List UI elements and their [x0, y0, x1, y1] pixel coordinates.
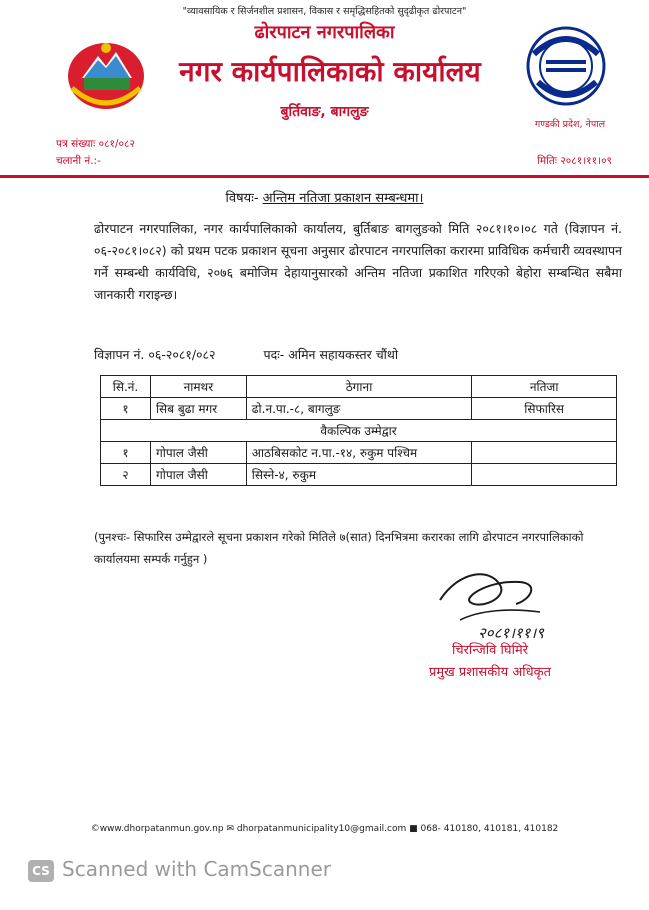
dispatch-number: चलानी नं.:- — [56, 155, 101, 167]
table-row — [101, 442, 617, 464]
table-row — [101, 398, 617, 420]
handwritten-signature — [430, 560, 570, 644]
signatory-title: प्रमुख प्रशासकीय अधिकृत — [428, 665, 552, 680]
cell-name: सिब बुढा मगर — [150, 398, 246, 420]
province-label: गण्डकी प्रदेश, नेपाल — [534, 119, 606, 130]
header-result: नतिजा — [472, 376, 617, 398]
vacancy-line — [94, 346, 398, 363]
alternate-candidates-heading: वैकल्पिक उम्मेद्वार — [101, 420, 617, 442]
cell-address: ढो.न.पा.-८, बागलुङ — [246, 398, 472, 420]
footer-website: www.dhorpatanmun.gov.np — [99, 824, 224, 834]
cell-result — [472, 442, 617, 464]
office-address: बुर्तिवाङ, बागलुङ — [280, 104, 369, 120]
cell-sn: १ — [101, 398, 151, 420]
cell-address: आठबिसकोट न.पा.-१४, रुकुम पश्चिम — [246, 442, 472, 464]
cell-sn: १ — [101, 442, 151, 464]
footer-contacts — [0, 824, 649, 834]
globe-icon: © — [90, 824, 100, 834]
notice-body: ढोरपाटन नगरपालिका, नगर कार्यपालिकाको कार्यालय, बुर्तिबाङ बागलुङको मिति २०८१।१०।०८ गते (विज्ञापन नं. ०६-२०८१।०८२) को प्रथम पटक प्रकाशन सूचना अनुसार ढोरपाटन नगरपालिका करारमा प्राविधिक कर्मचारी व्यवस्थापन गर्ने सम्बन्धी कार्यविधि, २०७६ बमोजिम देहायानुसारको अन्तिम नतिजा प्रकाशित गरिएको बेहोरा सम्बन्धित सबैमा जानकारी गराइन्छ। — [94, 221, 622, 302]
post-title: पदः- अमिन सहायकस्तर चौंथो — [263, 347, 399, 362]
nepal-emblem-icon — [64, 38, 148, 112]
subject-line — [0, 188, 649, 206]
cell-result — [472, 464, 617, 486]
header-divider — [0, 175, 649, 178]
letter-number: पत्र संख्याः ०८१/०८२ — [56, 138, 135, 150]
office-title: नगर कार्यपालिकाको कार्यालय — [179, 55, 481, 88]
camscanner-logo-icon: CS — [28, 860, 54, 882]
header-name: नामथर — [150, 376, 246, 398]
header-address: ठेगाना — [246, 376, 472, 398]
subject-title: अन्तिम नतिजा प्रकाशन सम्बन्धमा। — [262, 191, 424, 206]
municipality-name: ढोरपाटन नगरपालिका — [254, 22, 395, 43]
cell-result: सिफारिस — [472, 398, 617, 420]
cell-sn: २ — [101, 464, 151, 486]
camscanner-watermark — [28, 857, 331, 882]
table-header-row — [101, 376, 617, 398]
postscript-note: (पुनश्चः- सिफारिस उम्मेद्वारले सूचना प्रकाशन गरेको मितिले ७(सात) दिनभित्रमा करारका लागि ढोरपाटन नगरपालिकाको कार्यालयमा सम्पर्क गर्नुहुन ) — [94, 530, 584, 566]
table-row — [101, 464, 617, 486]
cell-name: गोपाल जैसी — [150, 442, 246, 464]
header-motto: "व्यावसायिक र सिर्जनशील प्रशासन, विकास र समृद्धिसहितको सुदृढीकृत ढोरपाटन" — [182, 6, 467, 17]
watermark-text: Scanned with CamScanner — [62, 857, 331, 881]
phone-icon: ■ — [409, 824, 418, 834]
footer-email: dhorpatanmunicipality10@gmail.com — [236, 824, 407, 834]
cell-name: गोपाल जैसी — [150, 464, 246, 486]
result-table — [100, 375, 617, 486]
footer-phone: 068- 410180, 410181, 410182 — [420, 824, 559, 834]
alternate-heading-row — [101, 420, 617, 442]
mail-icon: ✉ — [226, 824, 234, 834]
signatory-name: चिरन्जिवि घिमिरे — [451, 643, 529, 658]
header-sn: सि.नं. — [101, 376, 151, 398]
advertisement-number: विज्ञापन नं. ०६-२०८१/०८२ — [94, 347, 216, 362]
subject-prefix: विषयः- — [225, 191, 259, 206]
svg-text:२०८१।११।९: २०८१।११।९ — [478, 624, 544, 642]
letter-date: मितिः २०८१।११।०९ — [537, 155, 612, 167]
signatory-block — [405, 640, 575, 684]
cell-address: सिस्ने-४, रुकुम — [246, 464, 472, 486]
